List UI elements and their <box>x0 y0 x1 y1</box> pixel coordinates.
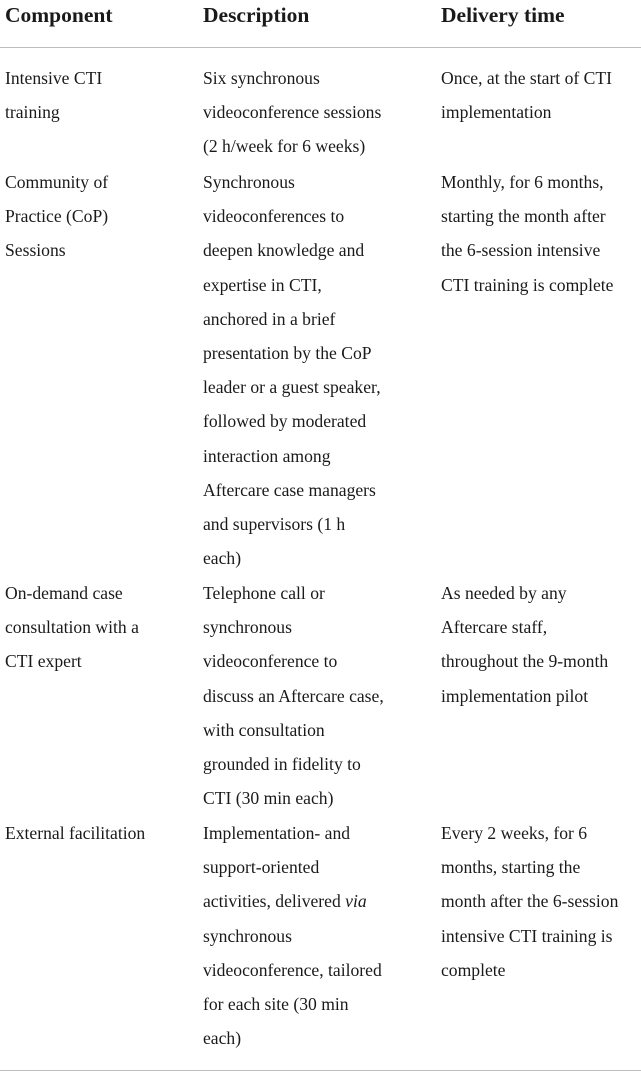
row-4-description-line: for each site (30 min <box>203 994 349 1015</box>
row-4-delivery-line: intensive CTI training is <box>441 925 613 946</box>
row-3-description-line: discuss an Aftercare case, <box>203 685 384 706</box>
row-1-description-line: (2 h/week for 6 weeks) <box>203 136 366 157</box>
row-2-description-line: anchored in a brief <box>203 308 336 329</box>
row-2-description-line: deepen knowledge and <box>203 240 365 261</box>
row-4-description <box>203 816 435 1055</box>
row-2-description-line: followed by moderated <box>203 411 367 432</box>
row-2-description-line: leader or a guest speaker, <box>203 377 381 398</box>
row-2-delivery <box>441 165 641 302</box>
row-2-delivery-line: starting the month after <box>441 206 606 227</box>
header-rule <box>0 47 641 48</box>
row-4-delivery <box>441 816 641 987</box>
row-3-description-line: CTI (30 min each) <box>203 788 334 809</box>
row-1-description-line: videoconference sessions <box>203 102 382 123</box>
row-1-delivery-line: Once, at the start of CTI <box>441 68 612 88</box>
row-1-delivery-line: implementation <box>441 102 552 123</box>
row-4-delivery-line: complete <box>441 959 506 980</box>
row-4-description-line: synchronous <box>203 925 292 946</box>
row-3-component-line: On-demand case <box>5 583 123 603</box>
row-3-description-line: grounded in fidelity to <box>203 754 361 775</box>
row-2-description-line: and supervisors (1 h <box>203 514 346 535</box>
row-2-component-line: Community of <box>5 172 109 192</box>
row-2-description-line: videoconferences to <box>203 206 345 227</box>
row-4-component-line: External facilitation <box>5 823 146 843</box>
row-3-description-line: Telephone call or <box>203 583 325 603</box>
row-2-description-line: each) <box>203 548 242 569</box>
row-2-component <box>5 165 193 268</box>
row-3-component-line: CTI expert <box>5 651 82 672</box>
row-3-description <box>203 576 435 815</box>
row-3-delivery-line: throughout the 9-month <box>441 651 609 672</box>
row-1-description-line: Six synchronous <box>203 68 320 88</box>
row-2-description-line: Aftercare case managers <box>203 479 376 500</box>
row-1-component-line: Intensive CTI <box>5 68 103 88</box>
row-4-component <box>5 816 193 850</box>
row-1-description <box>203 61 435 164</box>
row-3-component <box>5 576 193 679</box>
row-2-component-line: Sessions <box>5 240 66 261</box>
row-3-delivery-line: implementation pilot <box>441 685 589 706</box>
row-3-description-line: with consultation <box>203 719 325 740</box>
row-2-description-line: interaction among <box>203 445 331 466</box>
row-3-delivery-line: As needed by any <box>441 583 567 603</box>
row-4-description-line: each) <box>203 1028 242 1049</box>
row-4-delivery-line: Every 2 weeks, for 6 <box>441 823 588 843</box>
row-1-component <box>5 61 193 129</box>
row-3-description-line: synchronous <box>203 617 292 638</box>
row-2-description <box>203 165 435 575</box>
row-3-description-line: videoconference to <box>203 651 338 672</box>
header-description: Description <box>203 3 310 27</box>
row-2-description-line: expertise in CTI, <box>203 274 322 295</box>
row-4-description-line: Implementation- and <box>203 823 351 843</box>
row-4-description-italic-via: via <box>345 891 367 912</box>
row-4-delivery-line: months, starting the <box>441 857 581 878</box>
row-3-delivery <box>441 576 641 713</box>
row-2-description-line: Synchronous <box>203 172 295 192</box>
row-2-delivery-line: CTI training is complete <box>441 274 614 295</box>
bottom-rule <box>0 1070 641 1071</box>
header-delivery-time: Delivery time <box>441 3 565 27</box>
row-4-description-line: support-oriented <box>203 857 320 878</box>
header-component: Component <box>5 3 113 27</box>
row-1-delivery <box>441 61 641 129</box>
row-3-component-line: consultation with a <box>5 617 139 638</box>
row-4-delivery-line: month after the 6-session <box>441 891 619 912</box>
row-4-description-text: activities, delivered <box>203 891 346 912</box>
row-3-delivery-line: Aftercare staff, <box>441 617 548 638</box>
row-2-delivery-line: the 6-session intensive <box>441 240 601 261</box>
row-4-description-line: videoconference, tailored <box>203 959 382 980</box>
row-4-description-line <box>203 884 435 918</box>
row-2-description-line: presentation by the CoP <box>203 343 372 364</box>
row-2-component-line: Practice (CoP) <box>5 206 109 227</box>
row-1-component-line: training <box>5 102 60 123</box>
row-2-delivery-line: Monthly, for 6 months, <box>441 172 604 192</box>
